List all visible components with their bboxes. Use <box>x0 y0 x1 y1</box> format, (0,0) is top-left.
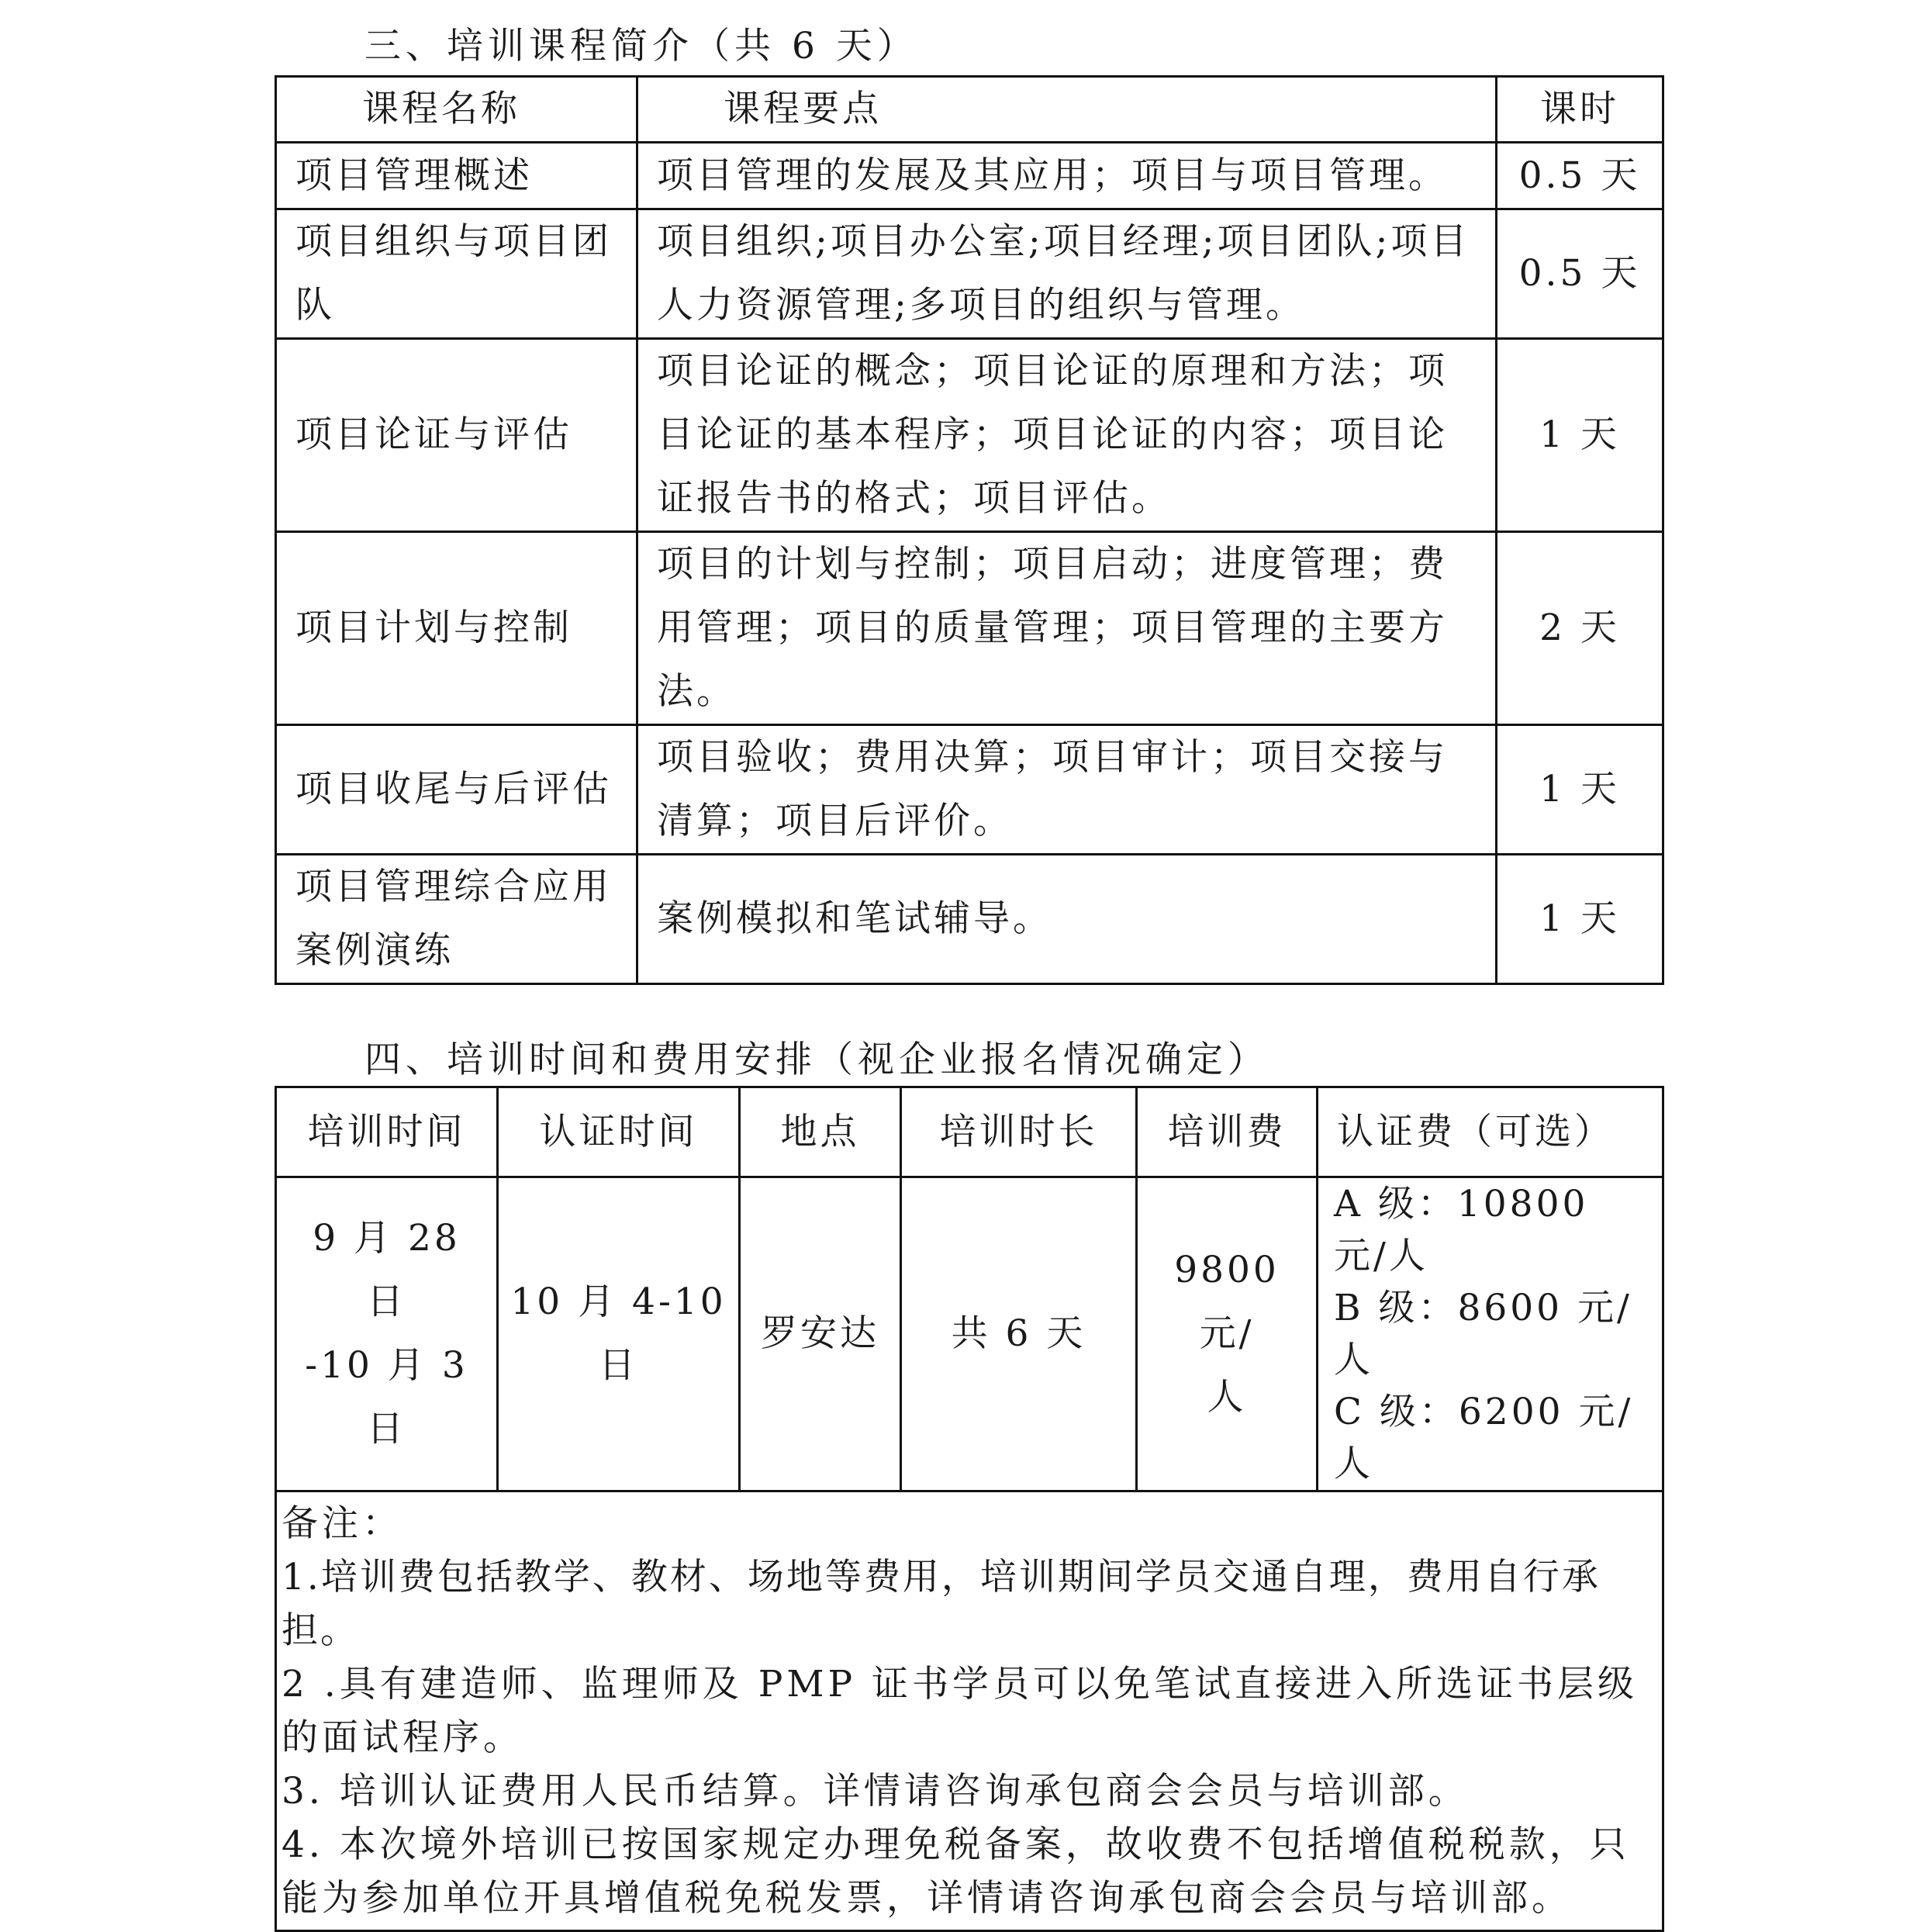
course-points: 项目管理的发展及其应用；项目与项目管理。 <box>637 143 1497 209</box>
course-hours: 2 天 <box>1497 532 1663 725</box>
note-item: 4. 本次境外培训已按国家规定办理免税备案，故收费不包括增值税税款，只能为参加单位开具增值税免税发票，详情请咨询承包商会会员与培训部。 <box>282 1823 1630 1920</box>
header-training-time: 培训时间 <box>276 1087 498 1177</box>
course-points: 项目组织;项目办公室;项目经理;项目团队;项目人力资源管理;多项目的组织与管理。 <box>637 209 1497 339</box>
course-hours: 1 天 <box>1497 725 1663 855</box>
training-time-cell <box>276 1177 498 1491</box>
header-place: 地点 <box>740 1087 901 1177</box>
course-name: 项目计划与控制 <box>276 532 637 725</box>
course-name: 项目论证与评估 <box>276 339 637 532</box>
training-fee-amount: 9800 元/ <box>1174 1249 1280 1355</box>
course-name: 项目管理概述 <box>276 143 637 209</box>
header-training-fee: 培训费 <box>1137 1087 1318 1177</box>
table-row <box>276 209 1663 339</box>
cert-time-cell: 10 月 4-10 日 <box>498 1177 740 1491</box>
duration-cell: 共 6 天 <box>901 1177 1137 1491</box>
course-name: 项目组织与项目团队 <box>276 209 637 339</box>
section-3-title: 三、培训课程简介（共 6 天） <box>364 25 918 67</box>
course-points: 项目论证的概念；项目论证的原理和方法；项目论证的基本程序；项目论证的内容；项目论证报告书的格式；项目评估。 <box>637 339 1497 532</box>
table-row <box>276 532 1663 725</box>
header-cert-fee: 认证费（可选） <box>1318 1087 1663 1177</box>
course-hours: 0.5 天 <box>1497 209 1663 339</box>
course-table <box>275 75 1664 985</box>
note-item: 2 .具有建造师、监理师及 PMP 证书学员可以免笔试直接进入所选证书层级的面试程序。 <box>282 1663 1639 1759</box>
header-course-points: 课程要点 <box>637 77 1497 143</box>
training-fee-unit: 人 <box>1207 1376 1247 1419</box>
notes-row <box>276 1491 1663 1931</box>
table-row <box>276 855 1663 984</box>
fee-table <box>275 1086 1664 1932</box>
course-points: 案例模拟和笔试辅导。 <box>637 855 1497 984</box>
place-cell: 罗安达 <box>740 1177 901 1491</box>
course-points: 项目的计划与控制；项目启动；进度管理；费用管理；项目的质量管理；项目管理的主要方法。 <box>637 532 1497 725</box>
course-name: 项目收尾与后评估 <box>276 725 637 855</box>
course-name: 项目管理综合应用案例演练 <box>276 855 637 984</box>
notes-cell <box>276 1491 1663 1931</box>
note-item: 3. 培训认证费用人民币结算。详情请咨询承包商会会员与培训部。 <box>282 1770 1469 1813</box>
notes-label: 备注： <box>282 1502 402 1545</box>
header-duration: 培训时长 <box>901 1087 1137 1177</box>
table-row <box>276 1177 1663 1491</box>
cert-fee-b: B 级：8600 元/人 <box>1334 1287 1632 1381</box>
cert-fee-c: C 级：6200 元/人 <box>1334 1391 1634 1485</box>
course-hours: 1 天 <box>1497 339 1663 532</box>
fee-table-header <box>276 1087 1663 1177</box>
course-hours: 1 天 <box>1497 855 1663 984</box>
training-time-end: -10 月 3 日 <box>305 1344 468 1450</box>
course-hours: 0.5 天 <box>1497 143 1663 209</box>
cert-fee-cell <box>1318 1177 1663 1491</box>
header-cert-time: 认证时间 <box>498 1087 740 1177</box>
header-course-hours: 课时 <box>1497 77 1663 143</box>
training-time-start: 9 月 28 日 <box>313 1217 461 1323</box>
header-course-name: 课程名称 <box>276 77 637 143</box>
course-table-header <box>276 77 1663 143</box>
course-points: 项目验收；费用决算；项目审计；项目交接与清算；项目后评价。 <box>637 725 1497 855</box>
table-row <box>276 339 1663 532</box>
table-row <box>276 725 1663 855</box>
training-fee-cell <box>1137 1177 1318 1491</box>
table-row <box>276 143 1663 209</box>
section-4-title: 四、培训时间和费用安排（视企业报名情况确定） <box>364 1039 1269 1081</box>
cert-fee-a: A 级：10800 元/人 <box>1334 1183 1589 1277</box>
note-item: 1.培训费包括教学、教材、场地等费用，培训期间学员交通自理，费用自行承担。 <box>282 1556 1601 1652</box>
